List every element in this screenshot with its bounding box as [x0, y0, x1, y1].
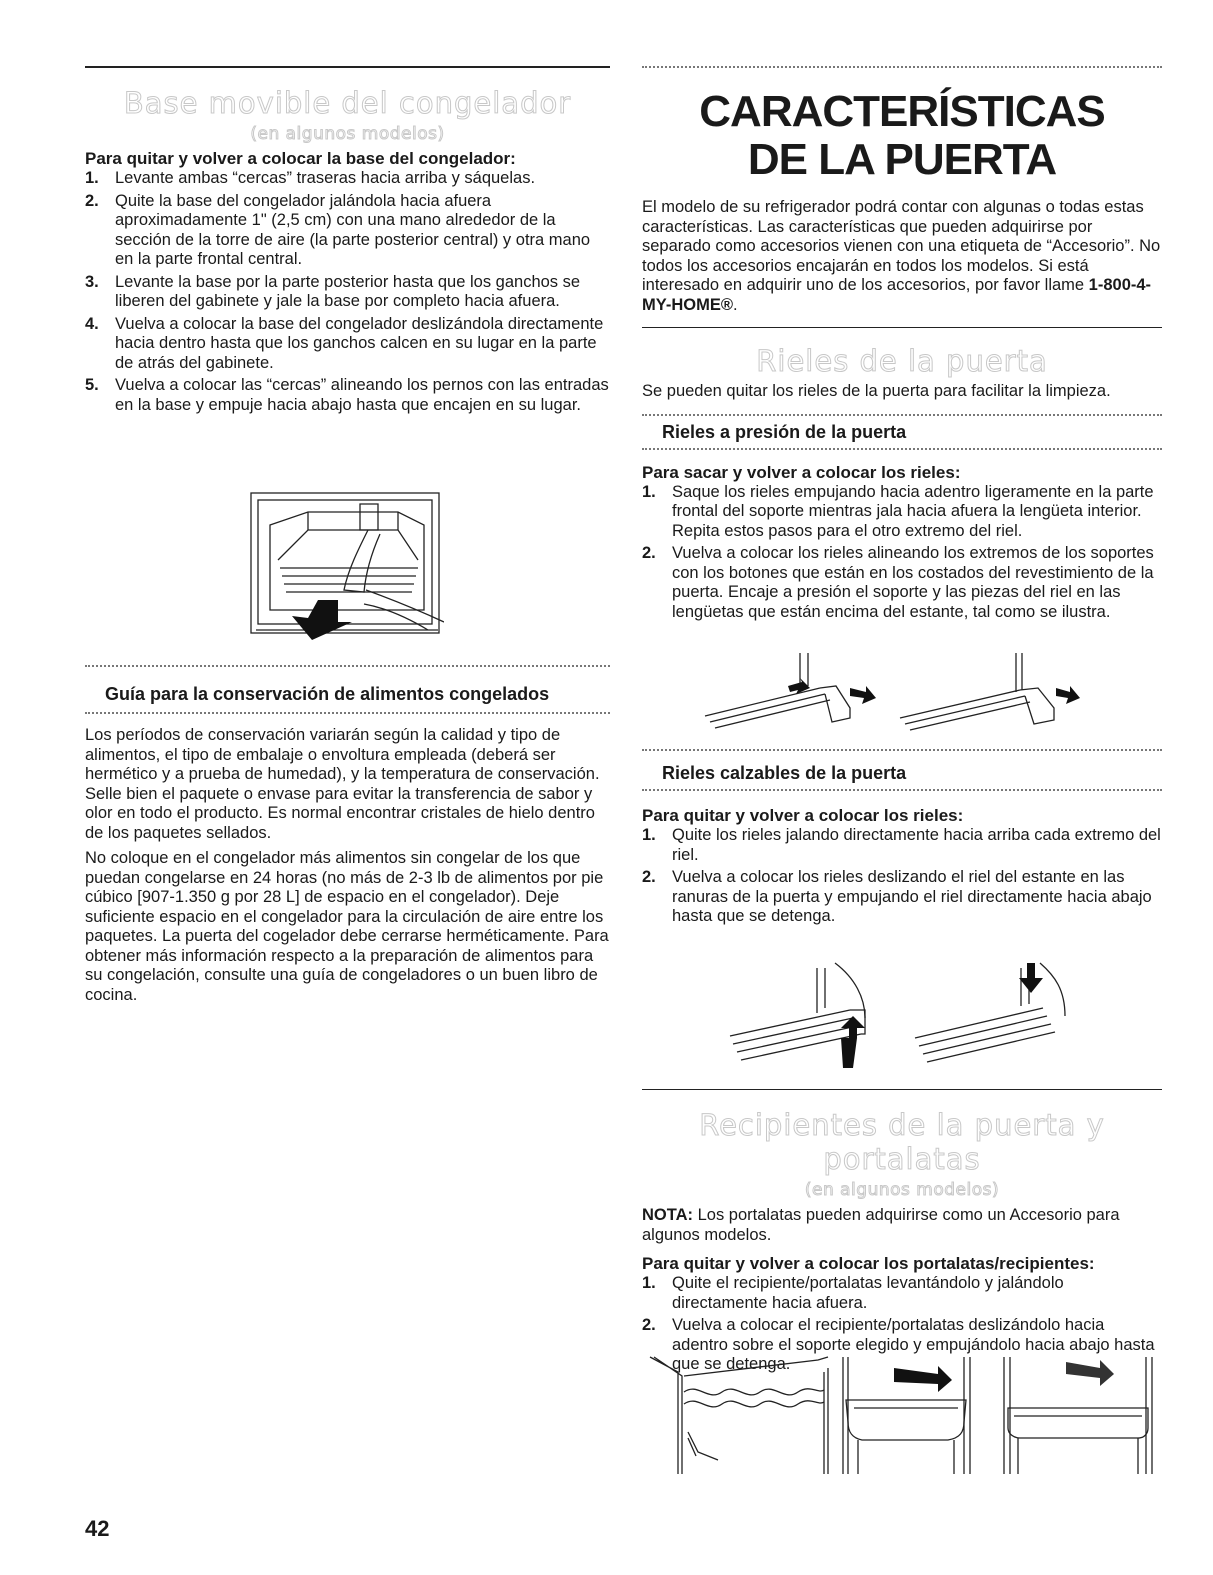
list-item: 2. Quite la base del congelador jalándola hacia afuera aproximadamente 1" (2,5 cm) con una mano alrededor de la sección de la torre de aire (la parte posterior central) y otra mano en la parte frontal central. — [85, 191, 591, 268]
dotted-rule — [85, 712, 610, 714]
dotted-rule — [642, 749, 1162, 751]
press-rails-steps — [642, 483, 1162, 623]
page-title-line2: DE LA PUERTA — [747, 135, 1057, 184]
section-rule — [642, 327, 1162, 328]
section-subtitle: (en algunos modelos) — [250, 124, 445, 144]
section-rule — [642, 1089, 1162, 1090]
snap-rails-steps — [642, 826, 1162, 927]
bins-section — [642, 1089, 1162, 1375]
note-label: NOTA: — [642, 1206, 694, 1224]
list-item: 4. Vuelva a colocar la base del congelador deslizándola directamente hacia dentro hasta que los ganchos calcen en su lugar en la parte de atrás del gabinete. — [85, 314, 604, 372]
list-item: 1. Quite el recipiente/portalatas levantándolo y jalándolo directamente hacia afuera. — [642, 1274, 1064, 1312]
list-item: 1. Saque los rieles empujando hacia adentro ligeramente en la parte frontal del soporte mientras jala hacia afuera la lengüeta interior. Repita estos pasos para el otro extremo del riel. — [642, 482, 1154, 540]
snap-rails-heading: Rieles calzables de la puerta — [662, 763, 907, 783]
top-rule — [85, 66, 610, 68]
rails-intro: Se pueden quitar los rieles de la puerta para facilitar la limpieza. — [642, 382, 1111, 400]
dotted-rule — [642, 448, 1162, 450]
dotted-rule — [642, 66, 1162, 68]
list-item: 2. Vuelva a colocar los rieles deslizando el riel del estante en las ranuras de la puerta y empujando el riel directamente hacia abajo hasta que se detenga. — [642, 868, 1152, 925]
bins-subheading: Para quitar y volver a colocar los portalatas/recipientes: — [642, 1254, 1095, 1273]
list-item: 2. Vuelva a colocar los rieles alineando los extremos de los soportes con los botones que están en los costados del revestimiento de la puerta. Encaje a presión el soporte y las piezas del riel en las lengüetas que están encima del estante, tal como se ilustra. — [642, 544, 1154, 621]
list-item: 1. Quite los rieles jalando directamente hacia arriba cada extremo del riel. — [642, 826, 1161, 864]
press-rails-subheading: Para sacar y volver a colocar los rieles: — [642, 462, 961, 482]
snap-rails-illustration — [725, 958, 1070, 1078]
guide-paragraph: No coloque en el congelador más alimentos sin congelar de los que puedan congelarse en 24 horas (no más de 2-3 lb de alimentos por pie cúbico [907-1.350 g por 28 L] de espacio en el congelador). Deje suficiente espacio en el congelador para la circulación de aire entre los paquetes. La puerta del cogelador debe cerrarse herméticamente. Para obtener más información respecto a la preparación de alimentos para su congelación, consulte una guía de congeladores o un buen libro de cocina. — [85, 849, 609, 1004]
page-title-line1: CARACTERÍSTICAS — [699, 87, 1105, 136]
guide-paragraph: Los períodos de conservación variarán según la calidad y tipo de alimentos, el tipo de embalaje o envoltura empleada (deberá ser hermético y a prueba de humedad), y la temperatura de conservación. Selle bien el paquete o envase para evitar la transferencia de sabor y olor en todo el producto. Es normal encontrar cristales de hielo dentro de los paquetes sellados. — [85, 726, 600, 842]
freezer-base-illustration — [248, 490, 444, 640]
section-title-door-rails: Rieles de la puerta — [756, 344, 1048, 378]
dotted-rule — [642, 414, 1162, 416]
remove-heading: Para quitar y volver a colocar la base del congelador: — [85, 149, 516, 168]
freezer-base-steps — [85, 169, 610, 415]
press-rails-heading: Rieles a presión de la puerta — [662, 421, 907, 442]
press-rails-illustration — [700, 648, 1100, 733]
list-item: 3. Levante la base por la parte posterior hasta que los ganchos se liberen del gabinete y jale la base por completo hacia afuera. — [85, 272, 581, 310]
phone-number: 1-800-4-MY-HOME® — [642, 276, 1152, 314]
snap-rails-subheading: Para quitar y volver a colocar los rieles: — [642, 806, 964, 825]
intro-paragraph: El modelo de su refrigerador podrá contar con algunas o todas estas características. Las características que pueden adquirirse por separado como accesorios vienen con una etiqueta de “Accesorio”. No todos los accesorios encajarán en todos los modelos. Si está interesado en adquirir uno de los accesorios, por favor llame 1-800-4-MY-HOME®. — [642, 198, 1161, 314]
list-item: 2. Vuelva a colocar el recipiente/portalatas deslizándolo hacia adentro sobre el soporte elegido y empujándolo hacia abajo hasta que se detenga. — [642, 1316, 1155, 1373]
guide-section — [85, 665, 610, 1005]
note-paragraph: NOTA: Los portalatas pueden adquirirse como un Accesorio para algunos modelos. — [642, 1206, 1120, 1244]
page-number: 42 — [85, 1516, 110, 1541]
left-column — [85, 0, 610, 415]
guide-heading: Guía para la conservación de alimentos congelados — [105, 684, 550, 704]
section-title-freezer-base: Base movible del congelador — [123, 86, 572, 120]
dotted-rule — [85, 665, 610, 667]
door-bins-illustration — [648, 1352, 1158, 1477]
list-item: 1. Levante ambas “cercas” traseras hacia arriba y sáquelas. — [85, 169, 536, 187]
dotted-rule — [642, 789, 1162, 791]
snap-rails-section — [642, 749, 1162, 927]
list-item: 5. Vuelva a colocar las “cercas” alineando los pernos con las entradas en la base y empuje hacia abajo hasta que encajen en su lugar. — [85, 376, 609, 414]
section-subtitle: (en algunos modelos) — [804, 1180, 1000, 1200]
right-column — [642, 0, 1162, 622]
section-title-door-bins: Recipientes de la puerta y portalatas — [699, 1108, 1105, 1176]
